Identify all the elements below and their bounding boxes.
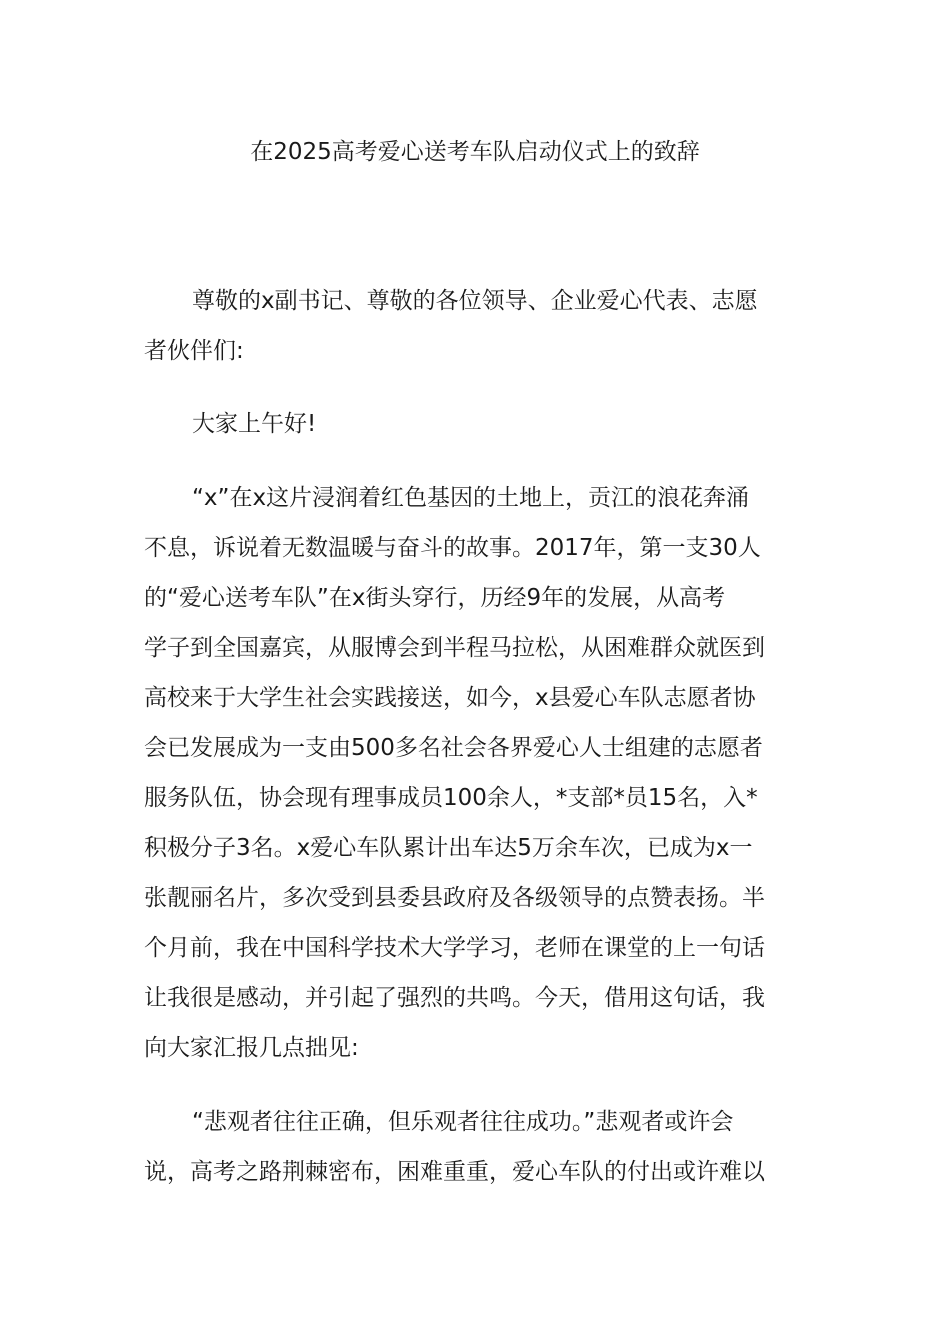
paragraph1-line-8: 积极分子3名。x爱心车队累计出车达5万余车次，已成为x一 (144, 835, 753, 861)
paragraph1-line-3: 的“爱心送考车队”在x街头穿行，历经9年的发展，从高考 (144, 585, 726, 611)
paragraph1-line-10: 个月前，我在中国科学技术大学学习，老师在课堂的上一句话 (144, 935, 765, 961)
salutation-line-2: 者伙伴们: (144, 338, 244, 364)
paragraph1-line-9: 张靓丽名片，多次受到县委县政府及各级领导的点赞表扬。半 (144, 885, 765, 911)
paragraph1-line-11: 让我很是感动，并引起了强烈的共鸣。今天，借用这句话，我 (144, 985, 765, 1011)
document-title: 在2025高考爱心送考车队启动仪式上的致辞 (250, 139, 700, 165)
paragraph1-line-4: 学子到全国嘉宾，从服博会到半程马拉松，从困难群众就医到 (144, 635, 765, 661)
paragraph2-line-1: “悲观者往往正确，但乐观者往往成功。”悲观者或许会 (192, 1109, 734, 1135)
paragraph1-line-2: 不息，诉说着无数温暖与奋斗的故事。2017年，第一支30人 (144, 535, 761, 561)
greeting-line: 大家上午好! (192, 411, 317, 437)
salutation-line-1: 尊敬的x副书记、尊敬的各位领导、企业爱心代表、志愿 (192, 288, 758, 314)
paragraph1-line-5: 高校来于大学生社会实践接送，如今，x县爱心车队志愿者协 (144, 685, 756, 711)
paragraph1-line-12: 向大家汇报几点拙见: (144, 1035, 359, 1061)
paragraph2-line-2: 说，高考之路荆棘密布，困难重重，爱心车队的付出或许难以 (144, 1159, 765, 1185)
paragraph1-line-7: 服务队伍，协会现有理事成员100余人，*支部*员15名，入* (144, 785, 758, 811)
paragraph1-line-1: “x”在x这片浸润着红色基因的土地上，贡江的浪花奔涌 (192, 485, 750, 511)
paragraph1-line-6: 会已发展成为一支由500多名社会各界爱心人士组建的志愿者 (144, 735, 763, 761)
